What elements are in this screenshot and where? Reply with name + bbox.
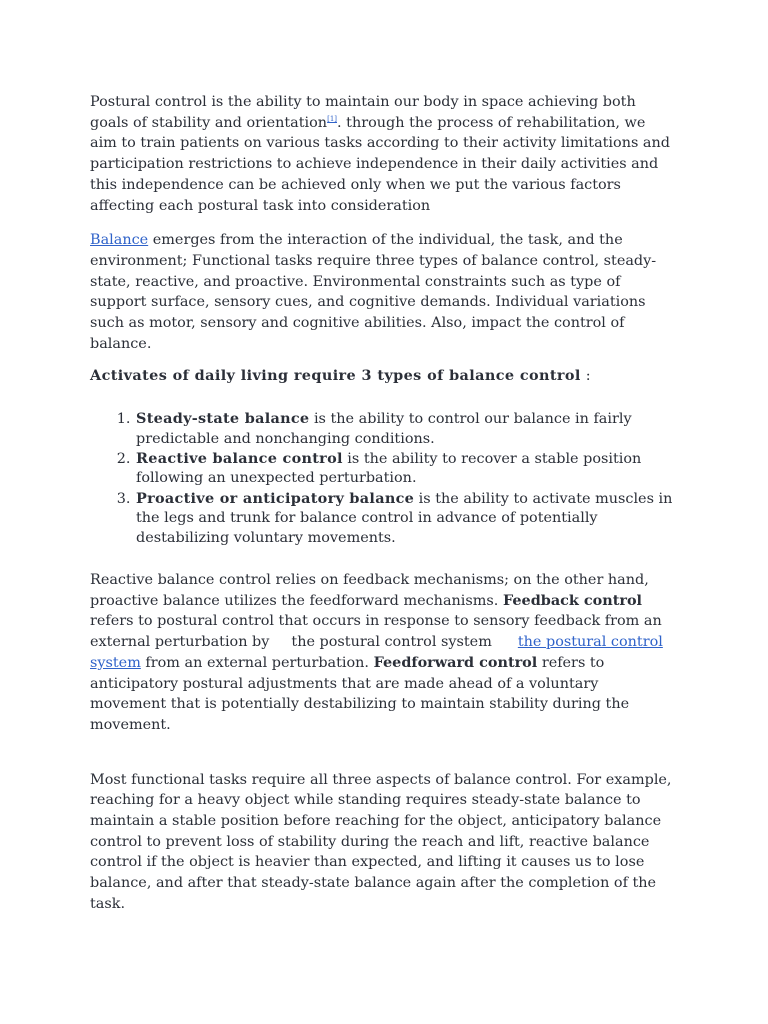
list-item-text: is the ability to activate muscles in the legs and trunk for balance control in advance of potentially destabilizing voluntary movements. — [136, 490, 673, 546]
list-item-text: is the ability to control our balance in fairly predictable and nonchanging conditions. — [136, 411, 632, 447]
reference-link[interactable]: [1] — [327, 114, 338, 123]
paragraph-feedback — [90, 570, 678, 736]
list-item — [135, 409, 678, 449]
paragraph-functional-tasks — [90, 770, 678, 915]
list-item — [135, 449, 678, 489]
intro-text-continued: . through the process of rehabilitation, we aim to train patients on various tasks according to their activity limitations and participation restrictions to achieve independence in their daily activities and this independence can be achieved only when we put the various factors affecting each postural task into consideration — [90, 114, 670, 214]
intro-text: Postural control is the ability to maintain our body in space achieving both goals of stability and orientation — [90, 94, 636, 131]
paragraph-balance — [90, 230, 670, 354]
feedforward-text: refers to anticipatory postural adjustments that are made ahead of a voluntary movement that is potentially destabilizing to maintain stability during the movement. — [90, 654, 630, 733]
heading-suffix: : — [580, 368, 591, 385]
feedback-text-4: from an external perturbation. — [140, 654, 374, 671]
list-item-term: Proactive or anticipatory balance — [136, 489, 415, 507]
postural-control-system-link[interactable]: the postural control system — [90, 634, 663, 671]
heading-text: Activates of daily living require 3 types of balance control — [90, 367, 581, 385]
section-heading — [90, 366, 678, 387]
feedforward-term: Feedforward control — [373, 653, 538, 671]
list-item-term: Reactive balance control — [136, 449, 343, 467]
balance-text: emerges from the interaction of the individual, the task, and the environment; Functional tasks require three types of balance control, steady-state, reactive, and proactive. Environmental constraints such as type of support surface, sensory cues, and cognitive demands. Individual variations such as motor, sensory and cognitive abilities. Also, impact the control of balance. — [90, 232, 657, 352]
paragraph-intro — [90, 92, 670, 216]
feedback-text-3: the postural control system — [291, 634, 492, 651]
list-item-text: is the ability to recover a stable position following an unexpected perturbation. — [136, 450, 642, 487]
feedback-text: Reactive balance control relies on feedback mechanisms; on the other hand, proactive balance utilizes the feedforward mechanisms. — [90, 571, 649, 609]
feedback-term: Feedback control — [502, 591, 643, 609]
functional-tasks-text: Most functional tasks require all three aspects of balance control. For example, reaching for a heavy object while standing requires steady-state balance to maintain a stable position before reaching for the object, anticipatory balance control to prevent loss of stability during the reach and lift, reactive balance control if the object is heavier than expected, and lifting it causes us to lose balance, and after that steady-state balance again after the completion of the task. — [90, 771, 672, 912]
feedback-text-2: refers to postural control that occurs in response to sensory feedback from an external perturbation by — [90, 613, 662, 651]
list-item — [135, 489, 678, 548]
list-item-term: Steady-state balance — [136, 410, 310, 428]
balance-link[interactable]: Balance — [90, 232, 149, 249]
balance-types-list — [90, 409, 678, 548]
